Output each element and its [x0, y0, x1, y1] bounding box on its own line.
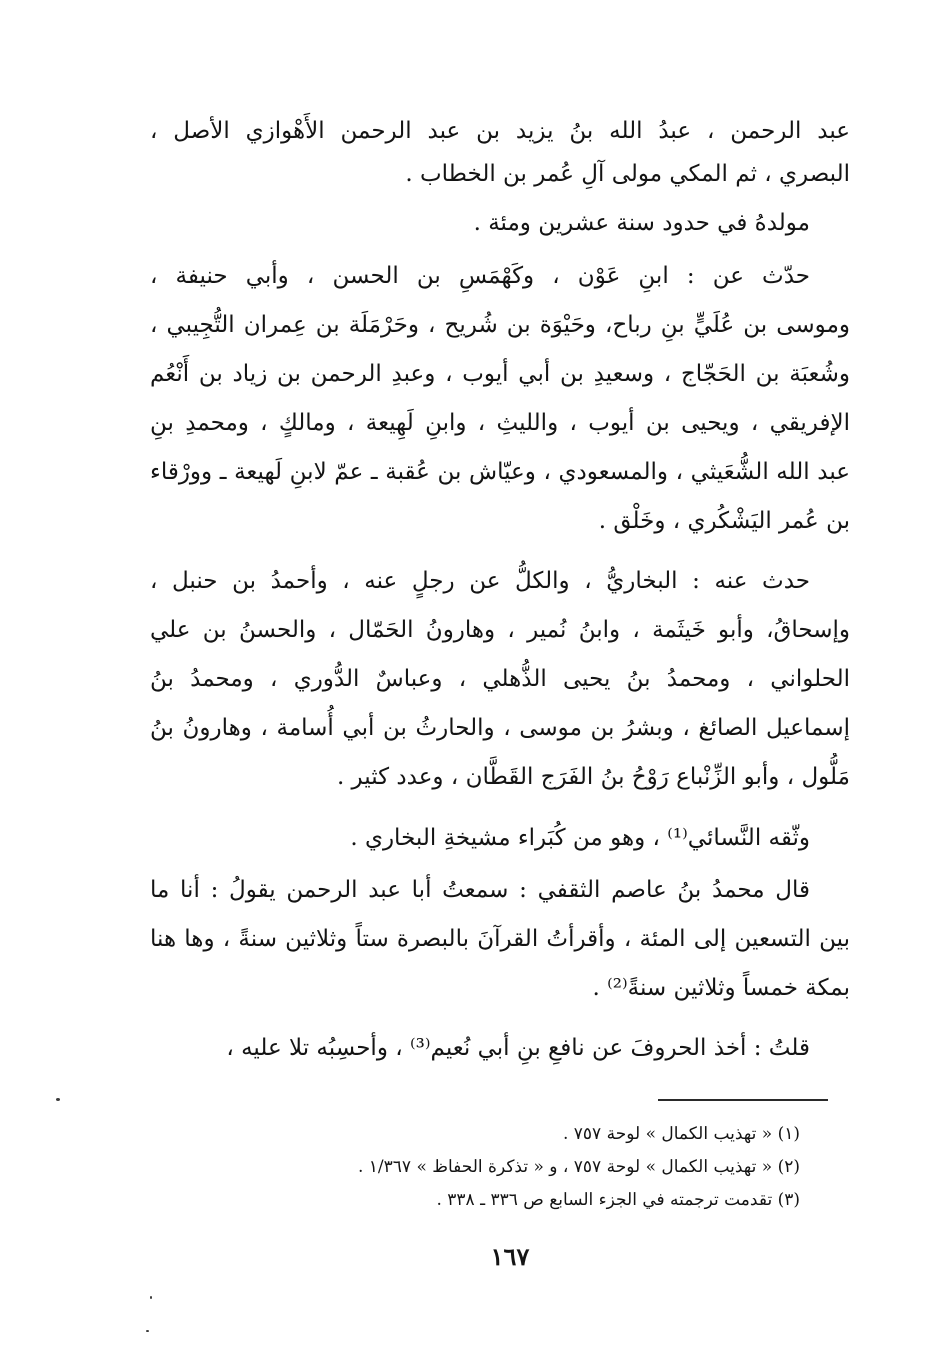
paragraph-narrated-from [150, 252, 850, 546]
scan-speck [150, 1296, 152, 1299]
footnote-1: (١) « تهذيب الكمال » لوحة ٧٥٧ . [562, 1124, 800, 1144]
text-line: الإفريقي ، ويحيى بن أيوب ، والليثِ ، وابنِ لَهِيعة ، ومالكٍ ، ومحمدِ بنِ [150, 410, 850, 436]
text-line: وموسى بن عُلَيٍّ بنِ رباح، وحَيْوَة بن شُريح ، وحَرْمَلَة بن عِمران التُّجِيبي ، [150, 312, 850, 338]
paragraph-lineage [150, 107, 850, 199]
text-line: قال محمدُ بنُ عاصم الثقفي : سمعتُ أبا عبد الرحمن يقولُ : أنا ما [150, 877, 810, 903]
text-line: الحلواني ، ومحمدُ بنُ يحيى الذُّهلي ، وعباسٌ الدُّوري ، ومحمدُ بنُ [150, 666, 850, 692]
text-line: وشُعبَة بن الحَجّاج ، وسعيدِ بن أبي أيوب ، وعبدِ الرحمن بن زياد بن أَنْعُم [150, 361, 850, 387]
footnote-3: (٣) تقدمت ترجمته في الجزء السابع ص ٣٣٦ ـ ٣٣٨ . [436, 1190, 800, 1210]
text-line: بمكة خمساً وثلاثين سنةً⁽²⁾ . [592, 975, 850, 1001]
paragraph-quote [150, 866, 850, 1013]
paragraph-authentication [150, 814, 850, 863]
footnotes [240, 1118, 800, 1217]
text-line: وثّقه النَّسائي⁽¹⁾ ، وهو من كُبَراء مشيخةِ البخاري . [350, 825, 810, 851]
scan-speck [146, 1330, 149, 1332]
text-line: حدث عنه : البخاريُّ ، والكلُّ عن رجلٍ عنه ، وأحمدُ بن حنبل ، [150, 568, 810, 594]
text-line: بن عُمر اليَشْكُري ، وخَلْق . [598, 508, 850, 534]
paragraph-note [150, 1024, 850, 1073]
text-line: بين التسعين إلى المئة ، وأقرأتُ القرآنَ بالبصرة ستاً وثلاثين سنةً ، وها هنا [150, 926, 850, 952]
text-line: قلتُ : أخذ الحروفَ عن نافعِ بنِ أبي نُعيم⁽³⁾ ، وأحسِبُه تلا عليه ، [226, 1035, 810, 1061]
text-line: البصري ، ثم المكي مولى آلِ عُمر بن الخطاب . [405, 161, 850, 187]
text-line: مولدهُ في حدود سنة عشرين ومئة . [473, 210, 810, 236]
text-line: حدّث عن : ابنِ عَوْن ، وكَهْمَسِ بن الحسن ، وأبي حنيفة ، [150, 263, 810, 289]
footnote-separator [658, 1099, 828, 1101]
page-number: ١٦٧ [490, 1242, 530, 1271]
paragraph-birth [150, 199, 850, 248]
footnote-2: (٢) « تهذيب الكمال » لوحة ٧٥٧ ، و « تذكرة الحفاظ » ١/٣٦٧ . [357, 1157, 800, 1177]
text-line: وإسحاقُ، وأبو خَيثَمة ، وابنُ نُمير ، وهارونُ الحَمّال ، والحسنُ بن علي [150, 617, 850, 643]
text-line: إسماعيل الصائغ ، وبشرُ بن موسى ، والحارثُ بن أبي أُسامة ، وهارونُ بنُ [150, 715, 850, 741]
paragraph-narrated-by [150, 557, 850, 802]
text-line: عبد الرحمن ، عبدُ الله بنُ يزيد بن عبد الرحمن الأَهْوازي الأصل ، [150, 118, 850, 144]
text-line: مَلُّول ، وأبو الزِّنْباع رَوْحُ بنُ الفَرَج القَطَّان ، وعدد كثير . [336, 764, 850, 790]
text-line: عبد الله الشُّعَيثي ، والمسعودي ، وعيّاش بن عُقبة ـ عمّ لابنِ لَهيعة ـ وورْقاء [150, 459, 850, 485]
scan-speck [56, 1098, 60, 1101]
